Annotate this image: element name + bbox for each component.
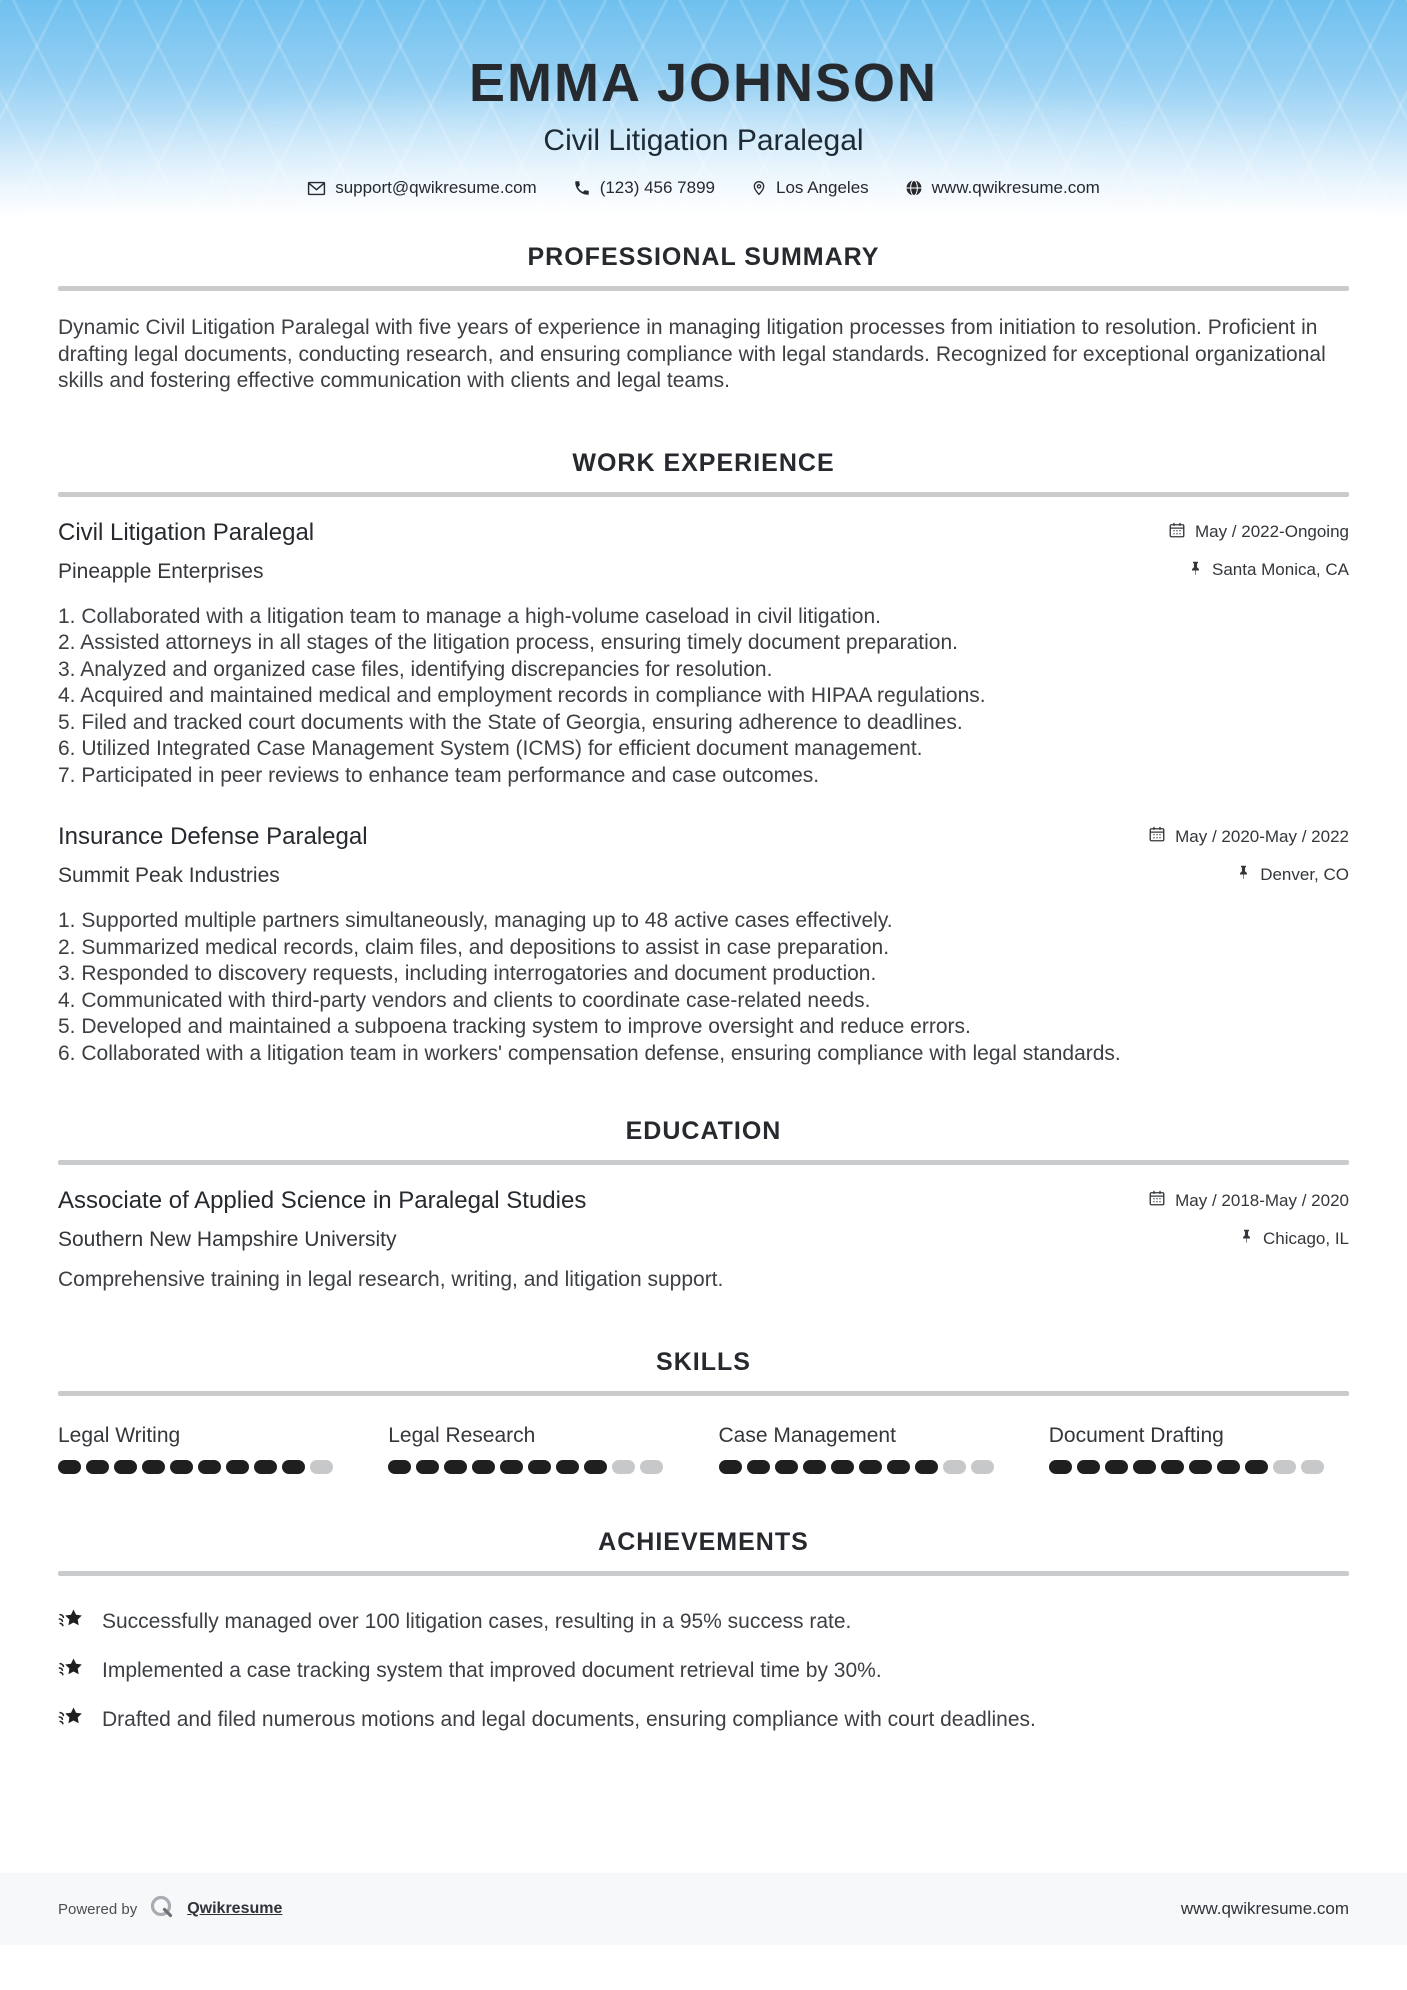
skill-pill — [612, 1460, 635, 1474]
education-dates-row — [1148, 1189, 1349, 1212]
qwikresume-link[interactable]: Qwikresume — [187, 1900, 283, 1917]
skill-level-bar — [1049, 1460, 1349, 1474]
bullet-item: 5. Developed and maintained a subpoena tracking system to improve oversight and reduce errors. — [58, 1015, 971, 1038]
contact-location — [751, 178, 869, 198]
achievement-item — [58, 1606, 1349, 1637]
contact-website-text: www.qwikresume.com — [931, 178, 1100, 197]
skill-pill — [1133, 1460, 1156, 1474]
skill-pill — [859, 1460, 882, 1474]
education-entry-meta — [1148, 1189, 1349, 1249]
education-heading: EDUCATION — [625, 1117, 782, 1145]
education-description: Comprehensive training in legal research, writing, and litigation support. — [58, 1268, 724, 1291]
skill-entry — [719, 1424, 1019, 1474]
qwikresume-logo — [149, 1894, 175, 1925]
person-job-title: Civil Litigation Paralegal — [543, 124, 864, 157]
skill-pill — [500, 1460, 523, 1474]
education-location: Chicago, IL — [1263, 1228, 1349, 1248]
bullet-item: 2. Summarized medical records, claim files, and depositions to assist in case preparation. — [58, 935, 890, 959]
skill-pill — [142, 1460, 165, 1474]
skill-pill — [226, 1460, 249, 1474]
skill-pill — [943, 1460, 966, 1474]
job-location: Santa Monica, CA — [1211, 560, 1349, 579]
skill-pill — [915, 1460, 938, 1474]
job-dates-row — [1148, 825, 1349, 848]
skill-pill — [1273, 1460, 1296, 1474]
calendar-icon — [1148, 825, 1166, 848]
skill-pill — [528, 1460, 551, 1474]
calendar-icon — [1148, 1189, 1166, 1212]
skill-pill — [640, 1460, 663, 1474]
skill-pill — [472, 1460, 495, 1474]
skill-level-bar — [58, 1460, 358, 1474]
globe-icon — [905, 179, 923, 197]
achievement-star-icon — [58, 1704, 84, 1735]
job-dates: May / 2020-May / 2022 — [1175, 826, 1349, 846]
contact-email-text: support@qwikresume.com — [335, 178, 537, 197]
job-title: Insurance Defense Paralegal — [58, 823, 368, 850]
skill-pill — [971, 1460, 994, 1474]
job-bullet-list — [58, 604, 1349, 790]
skill-pill — [1161, 1460, 1184, 1474]
job-entry-left — [58, 823, 368, 888]
achievement-list — [58, 1606, 1349, 1735]
job-location: Denver, CO — [1260, 864, 1349, 884]
bullet-item: 6. Collaborated with a litigation team in workers' compensation defense, ensuring compliance with legal standards. — [58, 1041, 1121, 1065]
achievement-item — [58, 1655, 1349, 1686]
section-divider — [58, 1391, 1349, 1396]
skill-pill — [1301, 1460, 1324, 1474]
footer-website: www.qwikresume.com — [1180, 1899, 1349, 1918]
skill-pill — [556, 1460, 579, 1474]
job-dates: May / 2022-Ongoing — [1194, 522, 1349, 541]
contact-email — [307, 178, 537, 198]
skills-heading: SKILLS — [656, 1348, 751, 1376]
skill-entry — [388, 1424, 688, 1474]
skill-pill — [86, 1460, 109, 1474]
skill-pill — [198, 1460, 221, 1474]
skill-pill — [584, 1460, 607, 1474]
bullet-item: 4. Acquired and maintained medical and employment records in compliance with HIPAA regulations. — [58, 684, 986, 707]
skill-pill — [831, 1460, 854, 1474]
job-location-row — [1148, 864, 1349, 885]
job-list — [58, 519, 1349, 1068]
skill-pill — [310, 1460, 333, 1474]
job-company: Pineapple Enterprises — [58, 559, 264, 583]
envelope-icon — [307, 179, 326, 198]
bullet-item: 2. Assisted attorneys in all stages of the litigation process, ensuring timely document preparation. — [58, 631, 958, 654]
skill-pill — [114, 1460, 137, 1474]
job-company: Summit Peak Industries — [58, 864, 280, 887]
contact-phone-text: (123) 456 7899 — [599, 178, 716, 197]
skill-pill — [254, 1460, 277, 1474]
skill-pill — [1105, 1460, 1128, 1474]
work-heading: WORK EXPERIENCE — [572, 448, 835, 477]
achievements-heading: ACHIEVEMENTS — [598, 1528, 809, 1556]
job-entry — [58, 519, 1349, 790]
education-location-row — [1148, 1228, 1349, 1249]
skill-pill — [416, 1460, 439, 1474]
skill-pill — [1189, 1460, 1212, 1474]
skill-entry — [58, 1424, 358, 1474]
skills-grid — [58, 1424, 1349, 1474]
skill-pill — [282, 1460, 305, 1474]
phone-icon — [573, 179, 591, 197]
bullet-item: 7. Participated in peer reviews to enhance team performance and case outcomes. — [58, 763, 820, 787]
skill-pill — [803, 1460, 826, 1474]
skill-pill — [747, 1460, 770, 1474]
skill-name: Legal Writing — [58, 1424, 181, 1447]
job-entry — [58, 823, 1349, 1067]
skill-pill — [1049, 1460, 1072, 1474]
job-bullet-list — [58, 908, 1349, 1067]
skill-pill — [775, 1460, 798, 1474]
powered-by-label: Powered by — [58, 1900, 138, 1918]
summary-text: Dynamic Civil Litigation Paralegal with five years of experience in managing litigation processes from initiation to resolution. Proficient in drafting legal documents, conducting research, and ensuring compliance with legal standards. Recognized for exceptional organizational skills and fostering effective communication with clients and legal teams. — [58, 316, 1326, 392]
bullet-item: 1. Collaborated with a litigation team to manage a high-volume caseload in civil litigation. — [58, 604, 881, 628]
achievement-item — [58, 1704, 1349, 1735]
education-entry — [58, 1187, 1349, 1292]
skill-level-bar — [719, 1460, 1019, 1474]
skill-pill — [444, 1460, 467, 1474]
skill-level-bar — [388, 1460, 688, 1474]
job-title: Civil Litigation Paralegal — [58, 518, 315, 546]
job-entry-meta — [1148, 825, 1349, 885]
calendar-icon — [1168, 521, 1186, 544]
location-pin-icon — [751, 179, 767, 197]
pushpin-icon — [1239, 1228, 1254, 1249]
education-school: Southern New Hampshire University — [58, 1228, 397, 1251]
bullet-item: 3. Analyzed and organized case files, identifying discrepancies for resolution. — [58, 657, 773, 681]
education-dates: May / 2018-May / 2020 — [1175, 1190, 1349, 1210]
education-entry-left — [58, 1187, 586, 1252]
achievement-star-icon — [58, 1606, 84, 1637]
skill-name: Legal Research — [388, 1424, 536, 1447]
contact-row — [0, 178, 1407, 198]
bullet-item: 3. Responded to discovery requests, including interrogatories and document production. — [58, 962, 877, 985]
section-divider — [58, 286, 1349, 291]
skill-pill — [58, 1460, 81, 1474]
pushpin-icon — [1236, 864, 1251, 885]
skill-pill — [887, 1460, 910, 1474]
job-entry-meta — [1168, 521, 1349, 581]
bullet-item: 1. Supported multiple partners simultaneously, managing up to 48 active cases effectively. — [58, 909, 893, 932]
bullet-item: 4. Communicated with third-party vendors and clients to coordinate case-related needs. — [58, 988, 871, 1012]
person-name: EMMA JOHNSON — [468, 53, 939, 113]
skill-name: Document Drafting — [1048, 1424, 1224, 1447]
achievement-text: Successfully managed over 100 litigation cases, resulting in a 95% success rate. — [102, 1609, 852, 1633]
section-divider — [58, 1571, 1349, 1576]
pushpin-icon — [1188, 560, 1203, 581]
bullet-item: 5. Filed and tracked court documents with the State of Georgia, ensuring adherence to deadlines. — [58, 710, 963, 734]
achievement-text: Drafted and filed numerous motions and legal documents, ensuring compliance with court deadlines. — [102, 1707, 1036, 1731]
education-degree: Associate of Applied Science in Paralegal Studies — [58, 1187, 587, 1214]
skill-pill — [170, 1460, 193, 1474]
job-entry-left — [58, 519, 314, 584]
skill-pill — [1245, 1460, 1268, 1474]
contact-location-text: Los Angeles — [776, 178, 869, 197]
achievement-star-icon — [58, 1655, 84, 1686]
skill-pill — [388, 1460, 411, 1474]
resume-body — [0, 243, 1407, 1735]
footer-bar — [0, 1873, 1407, 1945]
section-divider — [58, 492, 1349, 497]
job-dates-row — [1168, 521, 1349, 544]
bullet-item: 6. Utilized Integrated Case Management System (ICMS) for efficient document management. — [58, 737, 923, 760]
job-location-row — [1168, 560, 1349, 581]
contact-phone — [573, 178, 715, 198]
achievement-text: Implemented a case tracking system that improved document retrieval time by 30%. — [102, 1658, 882, 1682]
header-banner — [0, 0, 1407, 215]
skill-pill — [719, 1460, 742, 1474]
section-divider — [58, 1160, 1349, 1165]
contact-website — [905, 178, 1100, 198]
skill-name: Case Management — [718, 1424, 896, 1447]
skill-entry — [1049, 1424, 1349, 1474]
summary-heading: PROFESSIONAL SUMMARY — [527, 243, 880, 271]
skill-pill — [1217, 1460, 1240, 1474]
footer-branding — [58, 1894, 282, 1925]
skill-pill — [1077, 1460, 1100, 1474]
